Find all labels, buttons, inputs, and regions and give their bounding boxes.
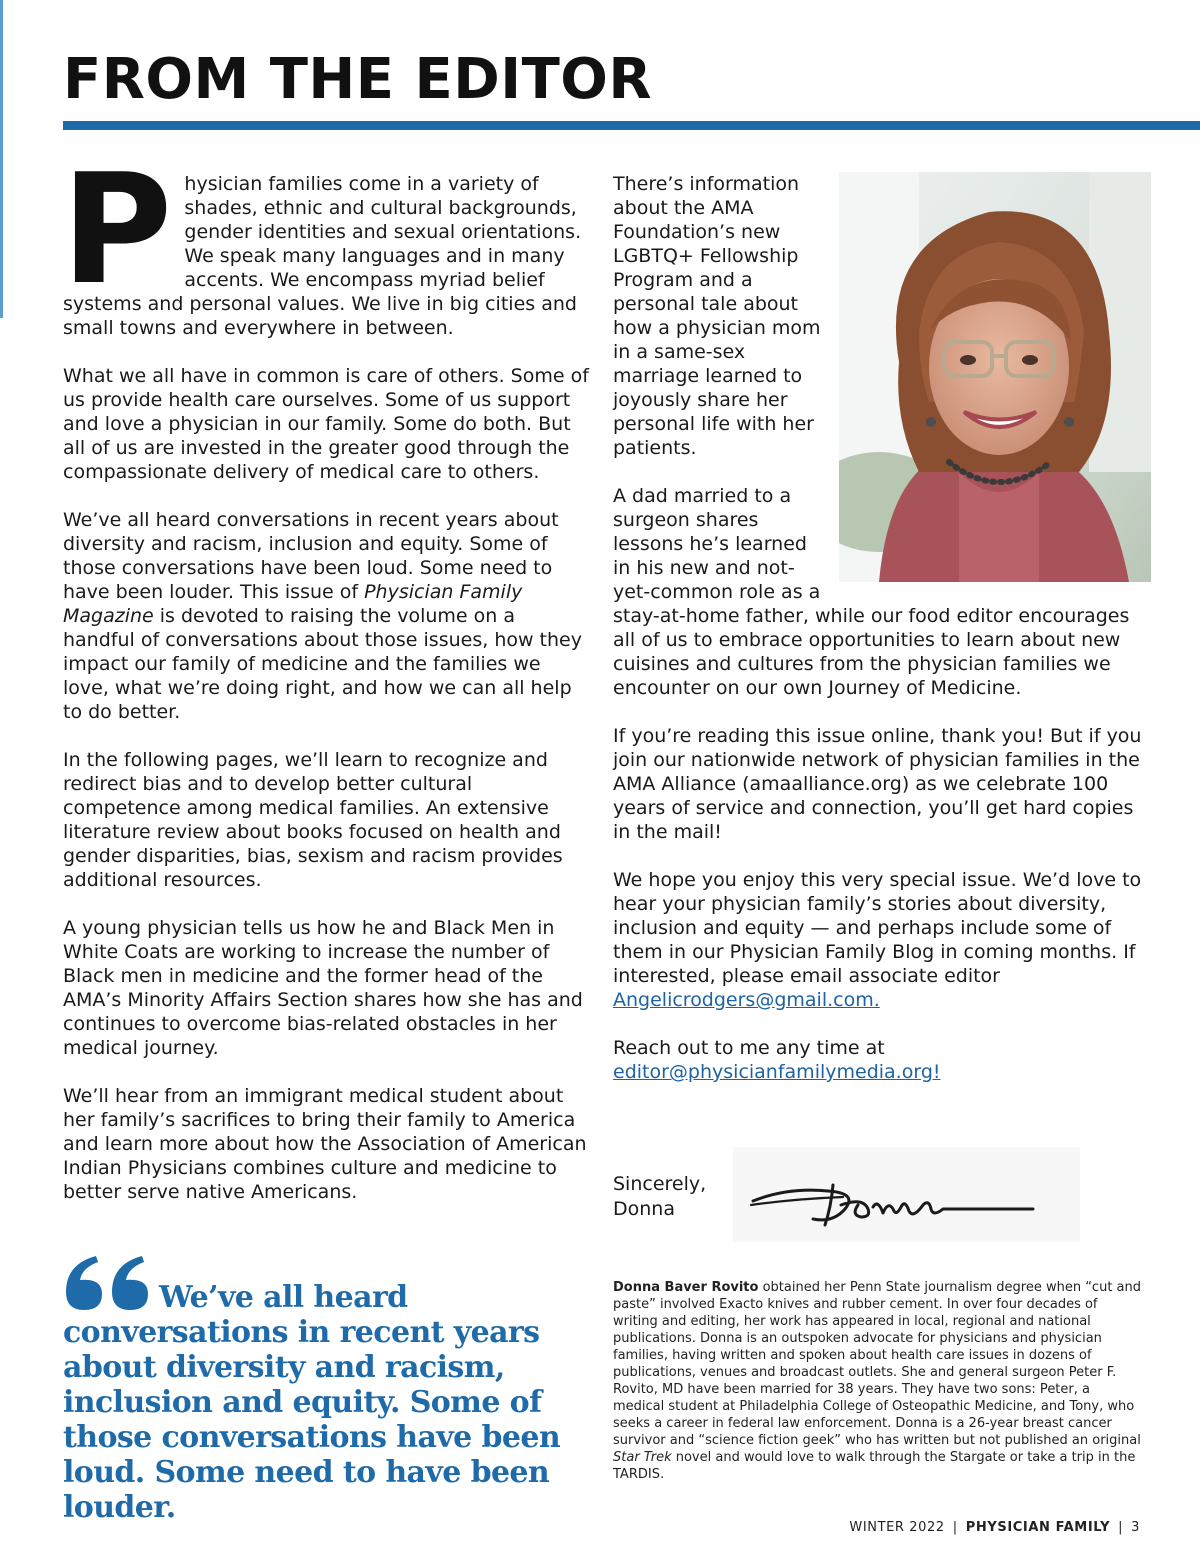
closing-text: Sincerely,: [613, 1173, 707, 1195]
issue-label: WINTER 2022: [849, 1520, 945, 1535]
bio-text: novel and would love to walk through the Stargate or take a trip in the TARDIS.: [613, 1450, 1136, 1482]
paragraph-common-care: What we all have in common is care of others. Some of us provide health care ourselves. Some of us support and love a physician in our family. Some do both. But all of us are invested in the greater good through the compassionate delivery of medical care to others.: [63, 365, 589, 483]
associate-editor-email-link[interactable]: Angelicrodgers@gmail.com.: [613, 989, 880, 1011]
magazine-label: PHYSICIAN FAMILY: [965, 1520, 1111, 1535]
author-bio: [613, 1279, 1143, 1483]
paragraph-text: We hope you enjoy this very special issue. We’d love to hear your physician family’s stories about diversity, inclusion and equity — and perhaps include some of them in our Physician Family Blog in coming months. If interested, please email associate editor: [613, 869, 1142, 987]
edge-accent-rule: [0, 0, 3, 318]
editor-portrait: [839, 172, 1151, 582]
drop-cap: P: [61, 141, 173, 318]
right-column: [613, 172, 1153, 1108]
title-rule: [63, 121, 1200, 130]
intro-paragraph: [61, 141, 590, 340]
page-number: 3: [1131, 1520, 1140, 1535]
editor-email-link[interactable]: editor@physicianfamilymedia.org!: [613, 1061, 941, 1083]
footer-separator: |: [1118, 1520, 1124, 1535]
magazine-name: Physician Family Magazine: [63, 581, 523, 627]
paragraph-text: is devoted to raising the volume on a handful of conversations about those issues, how they impact our family of medicine and the families we love, what we’re doing right, and how we can all help to do better.: [63, 605, 582, 723]
pull-quote-text: We’ve all heard conversations in recent years about diversity and racism, inclusion and equity. Some of those conversations have been loud. Some need to have been louder.: [63, 1280, 561, 1525]
pull-quote: [63, 1280, 583, 1525]
signoff-name: Donna: [613, 1198, 675, 1220]
paragraph-conversations: [63, 508, 590, 724]
paragraph-fellowship: There’s information about the AMA Foundation’s new LGBTQ+ Fellowship Program and a personal tale about how a physician mom in a same-sex marriage learned to joyously share her personal life with her patients.: [613, 173, 821, 459]
paragraph-text: Reach out to me any time at: [613, 1037, 885, 1059]
intro-text: hysician families come in a variety of shades, ethnic and cultural backgrounds, gender identities and sexual orientations. We speak many languages and in many accents. We encompass myriad belief systems and personal values. We live in big cities and small towns and everywhere in between.: [63, 173, 582, 339]
page-footer: [820, 1520, 1140, 1535]
paragraph-dad: A dad married to a surgeon shares lessons he’s learned in his new and not-yet-common role as a stay-at-home father, while our food editor encourages all of us to embrace opportunities to learn about new cuisines and cultures from the physician families we encounter on our own Journey of Medicine.: [613, 485, 1130, 699]
handwritten-signature: [733, 1147, 1080, 1242]
left-column: [61, 141, 590, 1228]
bio-italic: Star Trek: [613, 1450, 672, 1465]
paragraph-immigrant-student: We’ll hear from an immigrant medical student about her family’s sacrifices to bring their family to America and learn more about how the Association of American Indian Physicians combines culture and medicine to better serve native Americans.: [63, 1085, 587, 1203]
paragraph-enjoy: [613, 868, 1153, 1012]
footer-separator: |: [952, 1520, 958, 1535]
bio-text: obtained her Penn State journalism degree when “cut and paste” involved Exacto knives and rubber cement. In over four decades of writing and editing, her work has appeared in local, regional and national publications. Donna is an outspoken advocate for physicians and physician families, having written and spoken about health care issues in dozens of publications, venues and broadcast outlets. She and general surgeon Peter F. Rovito, MD have been married for 38 years. They have two sons: Peter, a medical student at Philadelphia College of Osteopathic Medicine, and Tony, who seeks a career in federal law enforcement. Donna is a 26-year breast cancer survivor and “science fiction geek” who has written but not published an original: [613, 1280, 1142, 1448]
paragraph-online: If you’re reading this issue online, thank you! But if you join our nationwide network of physician families in the AMA Alliance (amaalliance.org) as we celebrate 100 years of service and connection, you’ll get hard copies in the mail!: [613, 725, 1142, 843]
paragraph-text: We’ve all heard conversations in recent years about diversity and racism, inclusion and equity. Some of those conversations have been loud. Some need to have been louder. This issue of: [63, 509, 559, 603]
paragraph-reach-out: [613, 1036, 1153, 1084]
paragraph-young-physician: A young physician tells us how he and Black Men in White Coats are working to increase the number of Black men in medicine and the former head of the AMA’s Minority Affairs Section shares how she has and continues to overcome bias-related obstacles in her medical journey.: [63, 917, 583, 1059]
bio-name: Donna Baver Rovito: [613, 1280, 759, 1295]
paragraph-following-pages: In the following pages, we’ll learn to recognize and redirect bias and to develop better cultural competence among medical families. An extensive literature review about books focused on health and gender disparities, bias, sexism and racism provides additional resources.: [63, 749, 563, 891]
signoff: [613, 1172, 713, 1222]
page-title: FROM THE EDITOR: [63, 47, 653, 112]
